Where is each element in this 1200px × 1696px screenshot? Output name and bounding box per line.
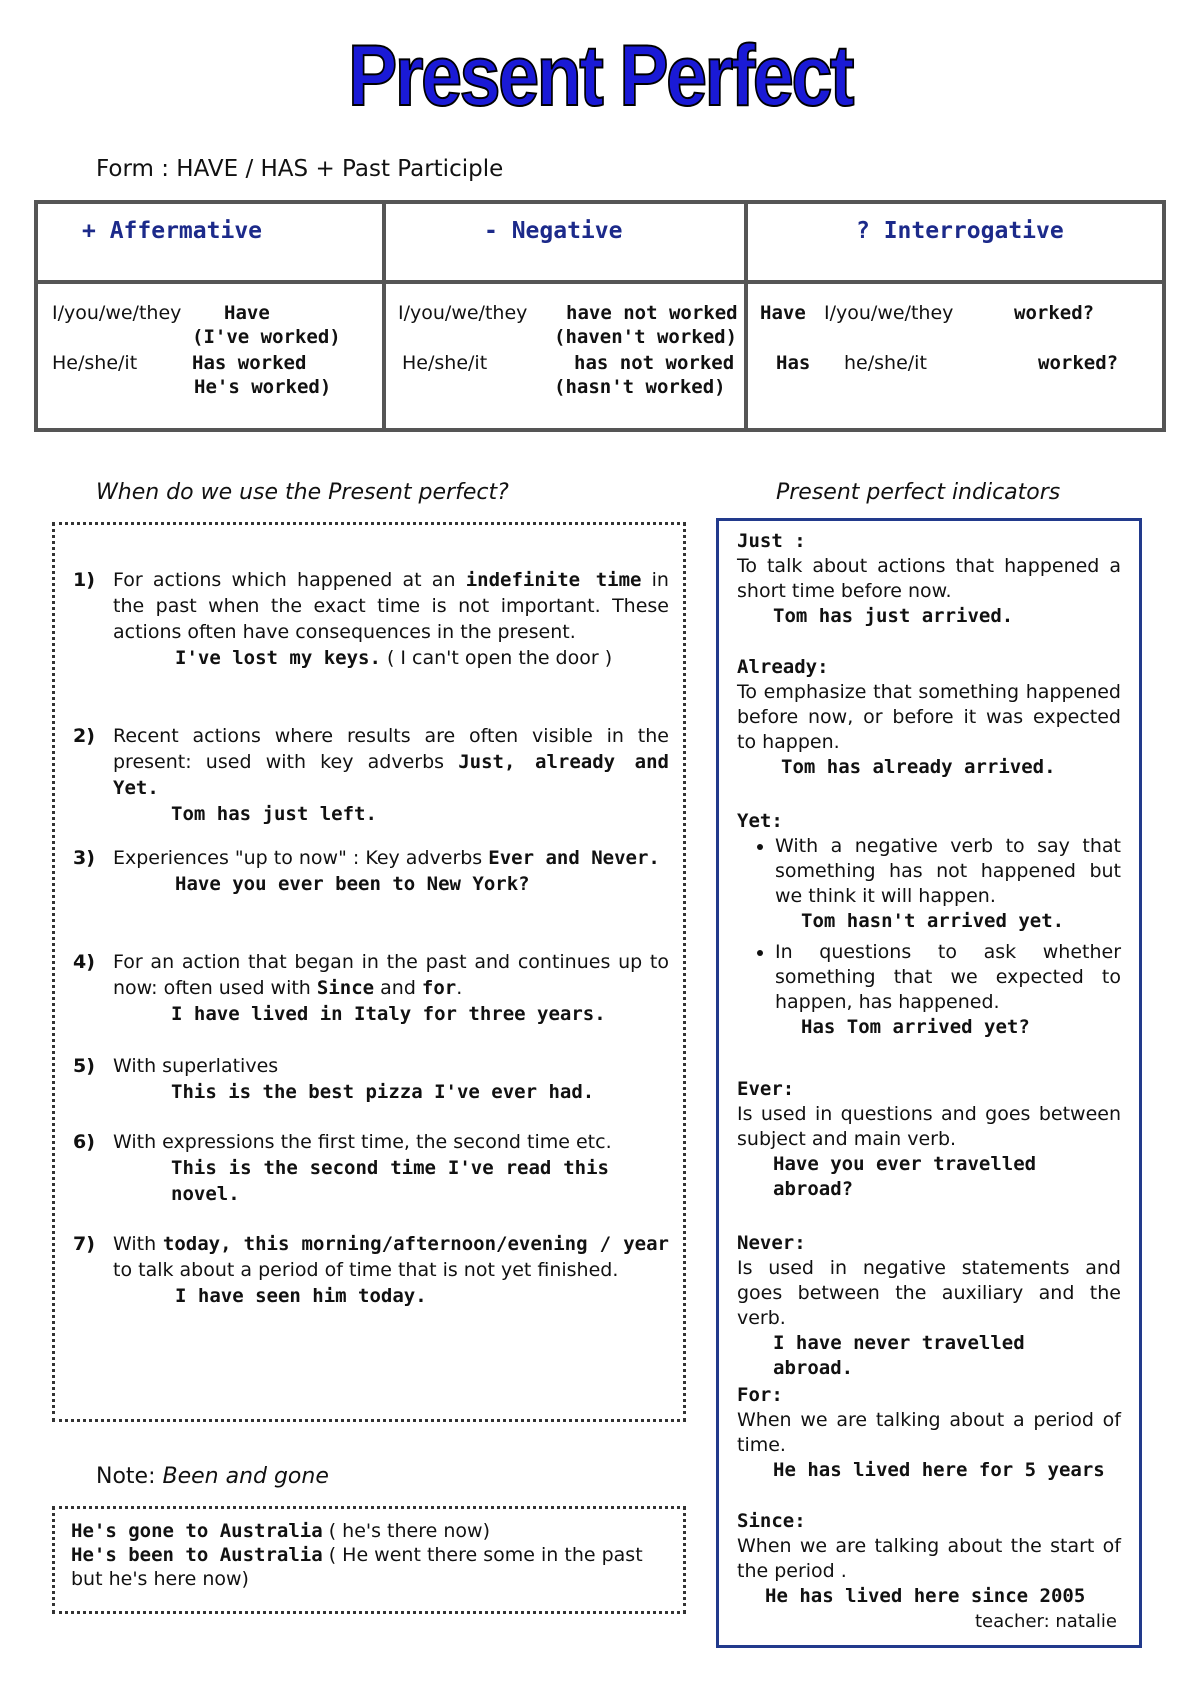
use-number: 2) [73, 725, 95, 747]
use-example: I've lost my keys. [175, 647, 381, 669]
indicator-text: To emphasize that something happened before now, or before it was expected to happen. [737, 681, 1121, 753]
indicator-text: With a negative verb to say that something has not happened but we think it will happen. [775, 835, 1121, 907]
indicator-for [737, 1383, 1121, 1483]
use-example: I have seen him today. [175, 1285, 427, 1307]
neg-contraction-1: (haven't worked) [554, 326, 738, 348]
neg-subject-2: He/she/it [402, 352, 488, 374]
indicator-label: Already: [737, 656, 829, 678]
indicator-example: Tom has just arrived. [773, 605, 1014, 627]
use-keyword: Since [316, 977, 375, 999]
use-item-3 [73, 845, 669, 897]
use-text: For an action that began in the past and continues up to now: often used with [113, 951, 669, 999]
page-title: Present Perfect [348, 28, 852, 124]
note-explanation: ( He went there some in the past but he's here now) [71, 1544, 643, 1590]
indicator-text: Is used in negative statements and goes between the auxiliary and the verb. [737, 1257, 1121, 1329]
note-heading-prefix: Note: [96, 1464, 163, 1489]
aff-contraction-2: He's worked) [194, 376, 332, 398]
use-example: This is the best pizza I've ever had. [171, 1081, 595, 1103]
indicator-since [737, 1509, 1121, 1634]
int-subject-2: he/she/it [844, 352, 927, 374]
use-example: Tom has just left. [171, 803, 377, 825]
indicator-label: For: [737, 1384, 783, 1406]
use-item-6 [73, 1129, 669, 1207]
indicator-example: Tom hasn't arrived yet. [801, 910, 1065, 932]
int-aux-2: Has [776, 352, 811, 374]
use-item-5 [73, 1053, 669, 1105]
note-heading [96, 1464, 329, 1489]
indicator-label: Ever: [737, 1078, 795, 1100]
header-negative: - Negative [484, 218, 623, 244]
indicator-never [737, 1231, 1121, 1381]
header-affirmative: + Affermative [82, 218, 263, 244]
use-keyword: Just, already and Yet. [113, 751, 669, 799]
use-item-2 [73, 723, 669, 827]
form-table [34, 200, 1166, 432]
indicator-just [737, 529, 1121, 629]
use-example: Have you ever been to New York? [175, 873, 530, 895]
indicator-text: In questions to ask whether something that we expected to happen, has happened. [775, 941, 1121, 1013]
aff-verb-1: Have [224, 302, 270, 324]
indicator-example: Have you ever travelled abroad? [773, 1153, 1037, 1200]
indicator-label: Never: [737, 1232, 806, 1254]
int-verb-2: worked? [1038, 352, 1119, 374]
neg-contraction-2: (hasn't worked) [554, 376, 726, 398]
indicator-yet [737, 809, 1121, 1040]
neg-verb-1: have not worked [566, 302, 738, 324]
indicator-text: To talk about actions that happened a short time before now. [737, 555, 1121, 602]
indicator-label: Yet: [737, 810, 783, 832]
use-keyword: today, this morning/afternoon/evening / year [162, 1233, 669, 1255]
indicator-text: Is used in questions and goes between subject and main verb. [737, 1103, 1121, 1150]
column-divider [744, 204, 748, 428]
aff-subject-2: He/she/it [52, 352, 138, 374]
use-text: Recent actions where results are often visible in the present: used with key adverbs [113, 725, 669, 773]
note-example: He's gone to Australia [71, 1520, 323, 1542]
use-number: 7) [73, 1233, 95, 1255]
note-text [71, 1519, 667, 1591]
indicator-example: He has lived here for 5 years [773, 1459, 1105, 1481]
use-item-7 [73, 1231, 669, 1309]
column-divider [382, 204, 386, 428]
indicators-box [716, 518, 1142, 1648]
use-number: 4) [73, 951, 95, 973]
use-keyword: indefinite time [465, 569, 642, 591]
header-interrogative: ? Interrogative [856, 218, 1064, 244]
use-item-4 [73, 949, 669, 1027]
use-example: I have lived in Italy for three years. [171, 1003, 606, 1025]
yet-list [737, 834, 1121, 1040]
use-example-note: ( I can't open the door ) [380, 647, 613, 669]
use-text: With [113, 1233, 163, 1255]
indicator-already [737, 655, 1121, 780]
yet-bullet [775, 834, 1121, 934]
yet-bullet [775, 940, 1121, 1040]
int-aux-1: Have [760, 302, 806, 324]
form-line: Form : HAVE / HAS + Past Participle [96, 156, 504, 182]
use-text: to talk about a period of time that is not yet finished. [113, 1259, 619, 1281]
use-text: For actions which happened at an [113, 569, 466, 591]
indicator-label: Since: [737, 1510, 806, 1532]
uses-box [52, 522, 686, 1422]
use-text: Experiences "up to now" : Key adverbs [113, 847, 489, 869]
use-number: 3) [73, 847, 95, 869]
note-box [52, 1506, 686, 1614]
indicator-example: I have never travelled abroad. [773, 1332, 1025, 1379]
use-keyword: Ever and Never. [488, 847, 660, 869]
indicators-heading: Present perfect indicators [776, 480, 1061, 505]
teacher-signature: teacher: natalie [974, 1611, 1117, 1632]
use-keyword: for [421, 977, 457, 999]
int-subject-1: I/you/we/they [824, 302, 954, 324]
use-text: With expressions the first time, the second time etc. [113, 1131, 612, 1153]
neg-verb-2: has not worked [574, 352, 735, 374]
indicator-ever [737, 1077, 1121, 1202]
use-item-1 [73, 567, 669, 671]
uses-heading: When do we use the Present perfect? [96, 480, 509, 505]
indicator-text: When we are talking about a period of time. [737, 1409, 1121, 1456]
use-text: With superlatives [113, 1055, 279, 1077]
use-text: in the past when the exact time is not important. These actions often have consequences in the present. [113, 569, 669, 643]
use-text: and [374, 977, 422, 999]
indicator-example: Tom has already arrived. [781, 756, 1056, 778]
indicator-text: When we are talking about the start of the period . [737, 1535, 1121, 1582]
indicator-label: Just : [737, 530, 806, 552]
aff-contraction-1: (I've worked) [192, 326, 341, 348]
note-example: He's been to Australia [71, 1544, 323, 1566]
aff-subject-1: I/you/we/they [52, 302, 182, 324]
use-number: 6) [73, 1131, 95, 1153]
use-number: 5) [73, 1055, 95, 1077]
use-number: 1) [73, 569, 95, 591]
aff-verb-2: Has worked [192, 352, 307, 374]
use-example: This is the second time I've read this novel. [171, 1157, 609, 1205]
indicator-example: Has Tom arrived yet? [801, 1016, 1030, 1038]
int-verb-1: worked? [1014, 302, 1095, 324]
use-text: . [456, 977, 463, 999]
indicator-example: He has lived here since 2005 [765, 1585, 1086, 1607]
header-divider [38, 280, 1162, 284]
note-heading-italic: Been and gone [162, 1464, 329, 1489]
neg-subject-1: I/you/we/they [398, 302, 528, 324]
note-explanation: ( he's there now) [322, 1520, 490, 1542]
